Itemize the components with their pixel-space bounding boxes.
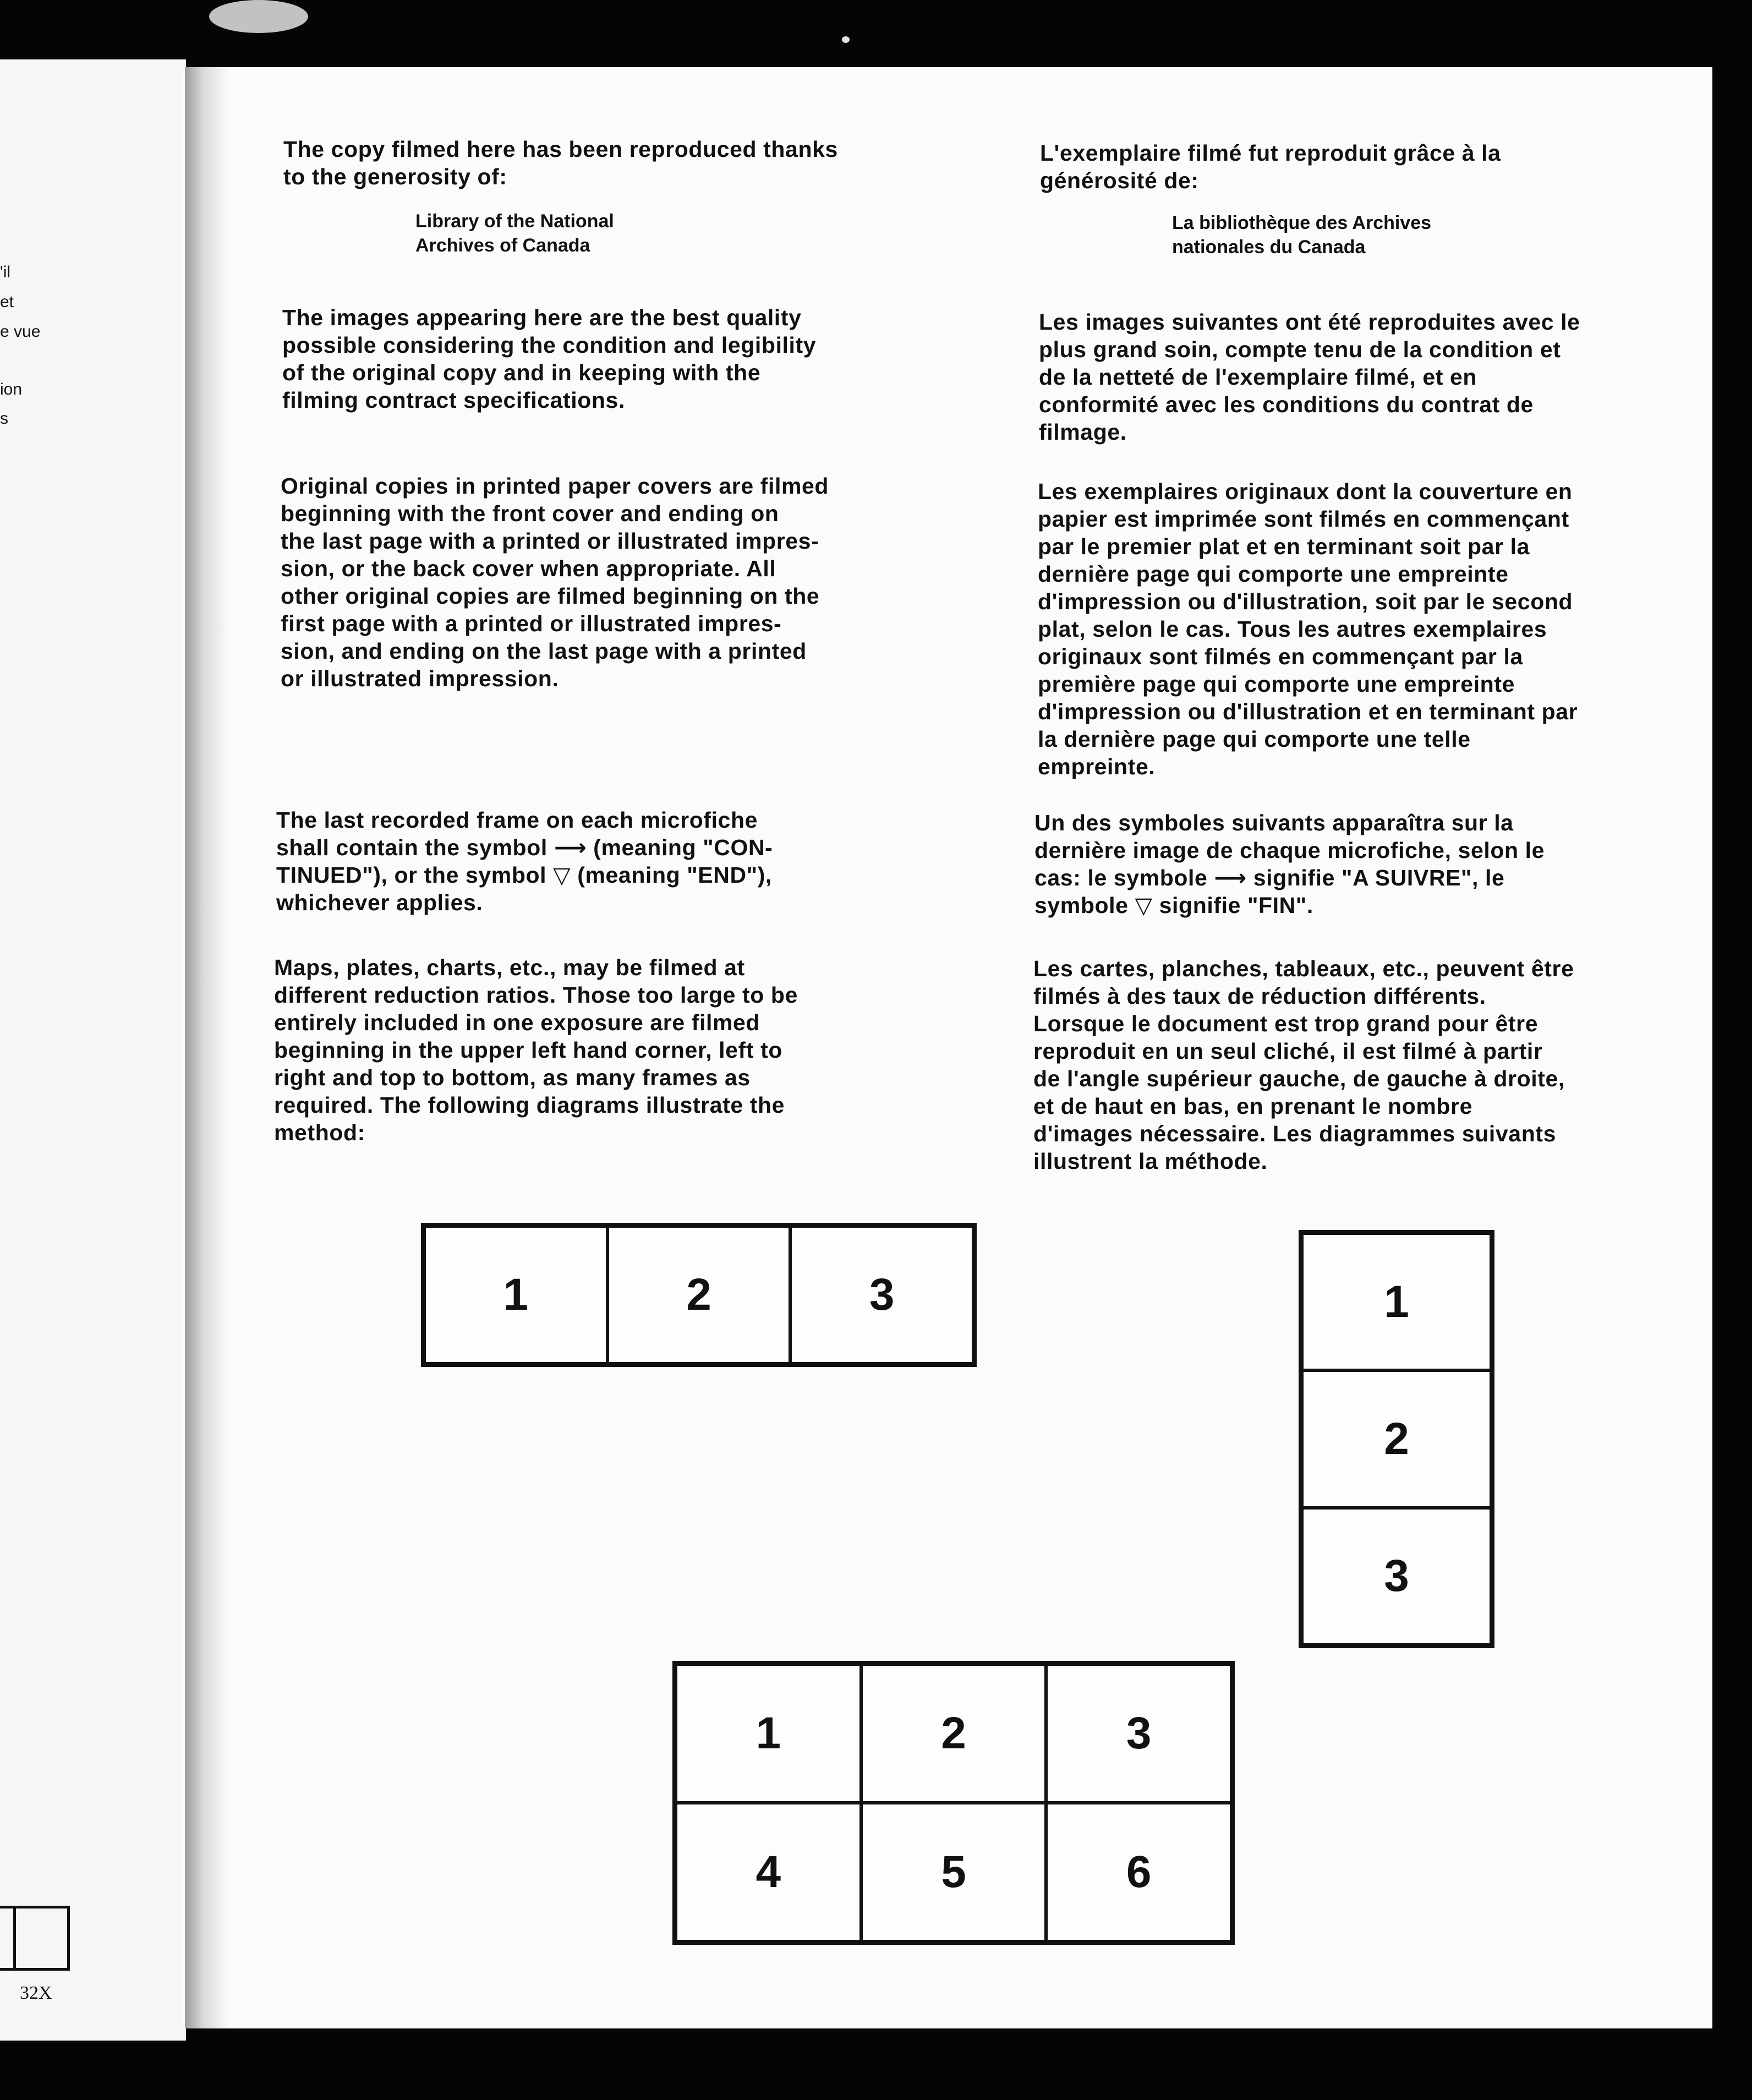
scan-dust: [209, 0, 308, 33]
diagram-cell: 3: [1302, 1508, 1491, 1645]
en-symbols-paragraph: The last recorded frame on each microfiche shall contain the symbol ⟶ (meaning "CON- TINUED"), or the symbol ▽ (meaning "END"), whichever applies.: [276, 807, 773, 915]
diagram-cell: 2: [1302, 1370, 1491, 1507]
left-fragment: ion: [0, 380, 23, 398]
diagram-cell: 1: [1302, 1233, 1491, 1370]
en-originals-paragraph: Original copies in printed paper covers are filmed beginning with the front cover and ending on the last page with a printed or illustrated impres- sion, or the back cover when appropriate. All other original copies are filmed beginning on the first page with a printed or illustrated impres- sion, and ending on the last page with a printed or illustrated impression.: [281, 473, 829, 691]
fr-images-paragraph: Les images suivantes ont été reproduites avec le plus grand soin, compte tenu de la condition et de la netteté de l'exemplaire filmé, et en conformité avec les conditions du contrat de filmage.: [1039, 309, 1580, 445]
diagram-cell: 3: [790, 1226, 973, 1364]
page-gutter-shadow: [185, 67, 229, 2028]
diagram-cell: 4: [676, 1803, 861, 1942]
diagram-cell: 5: [861, 1803, 1047, 1942]
left-fragment: 'il: [0, 263, 11, 281]
diagram-cell: 1: [424, 1226, 607, 1364]
left-fragment: et: [0, 293, 14, 311]
scan-dust: [842, 36, 850, 43]
diagram-cell: 3: [1046, 1664, 1231, 1803]
left-fragment: e vue: [0, 322, 41, 341]
diagram-cell: 6: [1046, 1803, 1231, 1942]
previous-page-edge: [0, 59, 186, 2041]
diagram-cell: 2: [607, 1226, 791, 1364]
fr-credit-name: La bibliothèque des Archives nationales du Canada: [1172, 212, 1432, 258]
en-maps-paragraph: Maps, plates, charts, etc., may be filmed at different reduction ratios. Those too large to be entirely included in one exposure are filmed beginning in the upper left hand corner, left to right and top to bottom, as many frames as required. The following diagrams illustrate the method:: [274, 955, 798, 1145]
en-images-paragraph: The images appearing here are the best quality possible considering the condition and legibility of the original copy and in keeping with the filming contract specifications.: [282, 305, 817, 413]
diagram-grid-2x3: [672, 1661, 1235, 1945]
diagram-cell: 2: [861, 1664, 1047, 1803]
fr-maps-paragraph: Les cartes, planches, tableaux, etc., peuvent être filmés à des taux de réduction différents. Lorsque le document est trop grand pour être reproduit en un seul cliché, il est filmé à partir de l'angle supérieur gauche, de gauche à droite, et de haut en bas, en prenant le nombre d'images nécessaire. Les diagrammes suivants illustrent la méthode.: [1033, 956, 1574, 1174]
fr-symbols-paragraph: Un des symboles suivants apparaîtra sur la dernière image de chaque microfiche, selon le cas: le symbole ⟶ signifie "A SUIVRE", le symbole ▽ signifie "FIN".: [1034, 810, 1545, 918]
diagram-horizontal: [421, 1223, 977, 1367]
fr-credit-intro: L'exemplaire filmé fut reproduit grâce à la générosité de:: [1040, 140, 1501, 193]
diagram-vertical: [1299, 1230, 1494, 1648]
en-credit-name: Library of the National Archives of Canada: [415, 211, 614, 256]
left-page-diagram-fragment: [0, 1906, 70, 1971]
fr-originals-paragraph: Les exemplaires originaux dont la couverture en papier est imprimée sont filmés en commençant par le premier plat et en terminant soit par la dernière page qui comporte une empreinte d'impression ou d'illustration, soit par le second plat, selon le cas. Tous les autres exemplaires originaux sont filmés en commençant par la première page qui comporte une empreinte d'impression ou d'illustration et en terminant par la dernière page qui comporte une telle empreinte.: [1038, 479, 1578, 779]
left-page-number: 32X: [20, 1983, 52, 2003]
left-fragment: s: [0, 409, 8, 428]
en-credit-intro: The copy filmed here has been reproduced thanks to the generosity of:: [283, 136, 838, 189]
diagram-cell: 1: [676, 1664, 861, 1803]
